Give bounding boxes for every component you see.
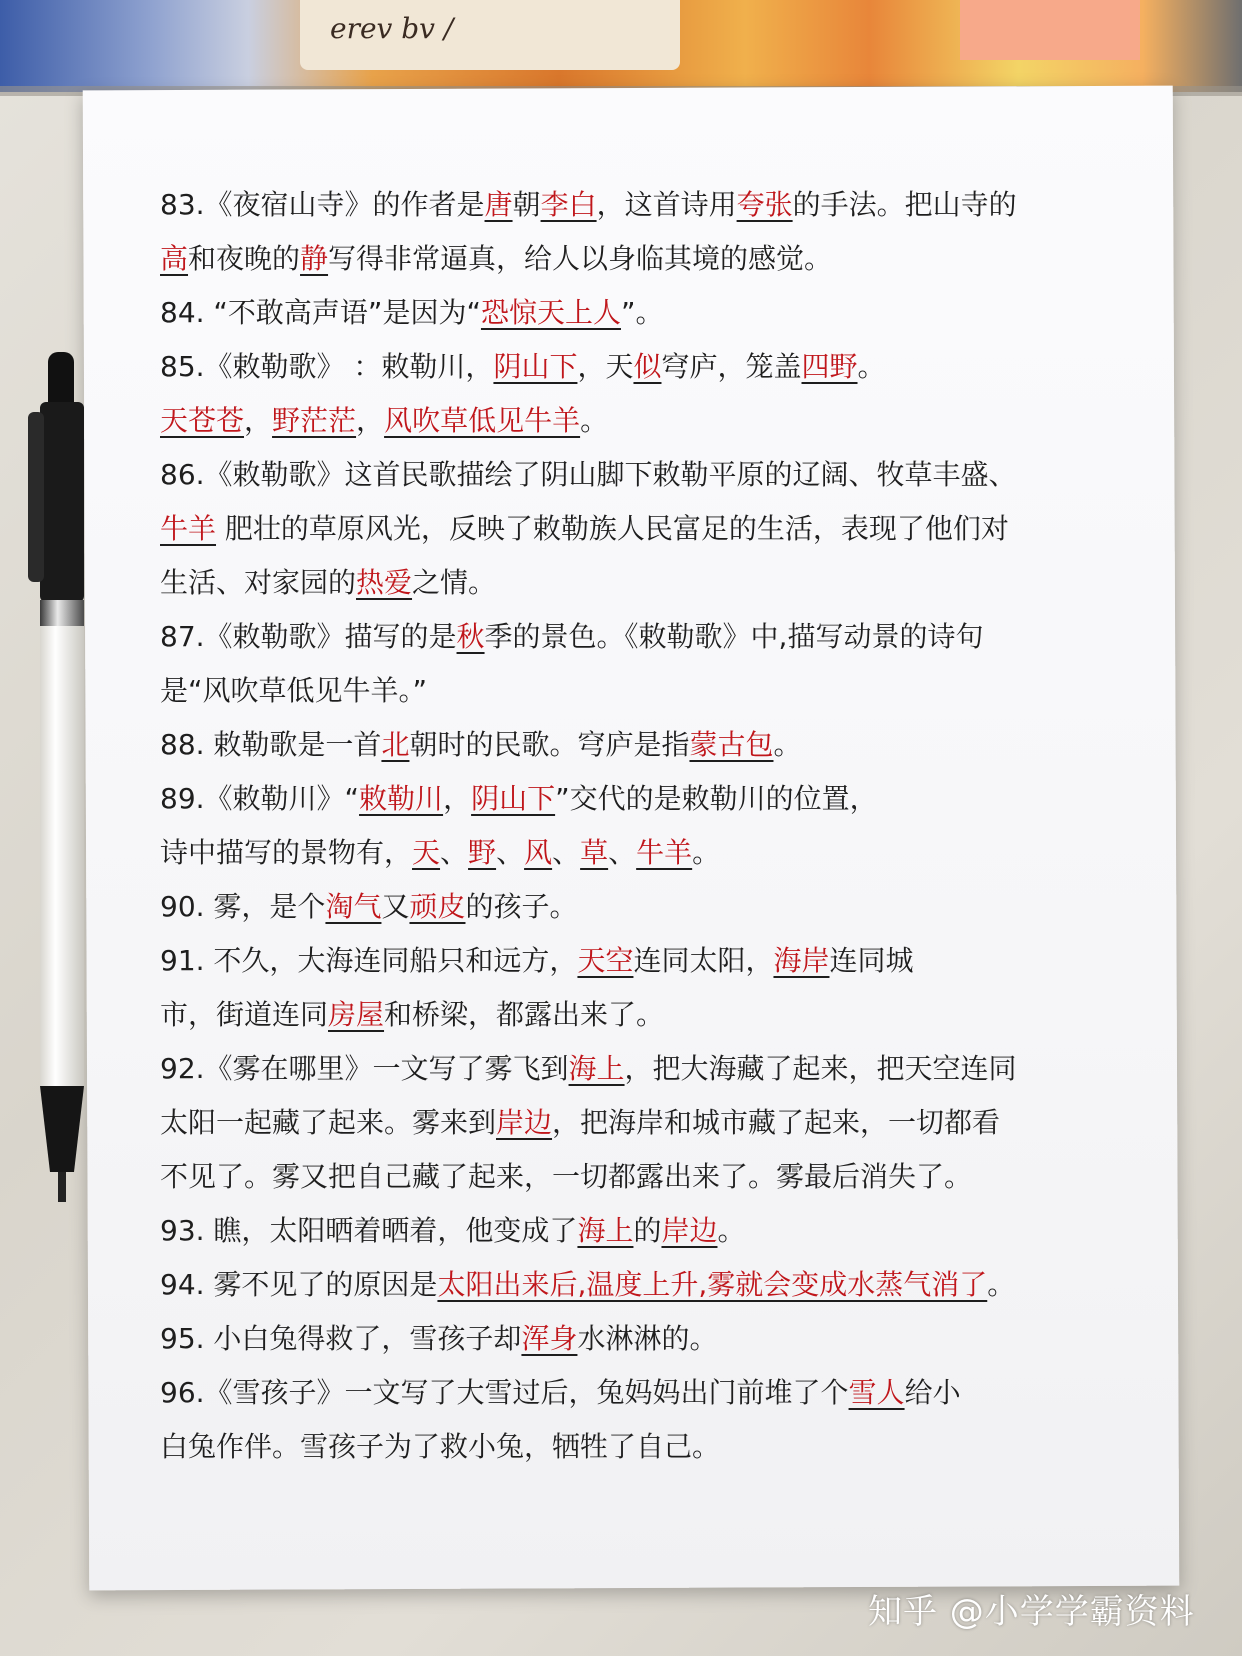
- text-segment: 不见了。雾又把自己藏了起来，一切都露出来了。雾最后消失了。: [160, 1160, 973, 1193]
- text-line: [160, 664, 1090, 718]
- notes-text: [160, 178, 1090, 1474]
- text-segment: 给小: [904, 1376, 961, 1409]
- highlighted-answer: 阴山下: [493, 350, 578, 383]
- text-segment: 和桥梁，都露出来了。: [384, 998, 665, 1031]
- text-line: [160, 1042, 1090, 1096]
- text-line: [160, 448, 1090, 502]
- highlighted-answer: 似: [633, 350, 662, 383]
- highlighted-answer: 浑身: [521, 1322, 578, 1355]
- highlighted-answer: 静: [300, 242, 329, 275]
- text-segment: ，把大海藏了起来，把天空连同: [624, 1052, 1017, 1085]
- highlighted-answer: 热爱: [356, 566, 413, 599]
- text-line: [160, 340, 1090, 394]
- highlighted-answer: 高: [160, 242, 189, 275]
- text-segment: 。: [717, 1214, 746, 1247]
- text-segment: 、: [440, 836, 469, 869]
- text-line: [160, 880, 1090, 934]
- highlighted-answer: 草: [580, 836, 609, 869]
- highlighted-answer: 风吹草低见牛羊: [384, 404, 581, 437]
- text-segment: 85.《敕勒歌》 ：敕勒川，: [160, 350, 494, 383]
- highlighted-answer: 北: [381, 728, 410, 761]
- text-line: [160, 178, 1090, 232]
- text-segment: 。: [692, 836, 721, 869]
- text-segment: 。: [773, 728, 802, 761]
- highlighted-answer: 房屋: [328, 998, 385, 1031]
- text-segment: 87.《敕勒歌》描写的是: [160, 620, 457, 653]
- text-line: [160, 1096, 1090, 1150]
- text-segment: 又: [381, 890, 410, 923]
- text-line: [160, 1258, 1090, 1312]
- text-line: [160, 610, 1090, 664]
- highlighted-answer: 雪人: [848, 1376, 905, 1409]
- text-segment: 肥壮的草原风光，反映了敕勒族人民富足的生活，表现了他们对: [216, 512, 1009, 545]
- highlighted-answer: 风: [524, 836, 553, 869]
- text-segment: 86.《敕勒歌》这首民歌描绘了阴山脚下敕勒平原的辽阔、牧草丰盛、: [160, 458, 1017, 491]
- text-segment: ，: [356, 404, 385, 437]
- text-segment: 太阳一起藏了起来。雾来到: [160, 1106, 497, 1139]
- highlighted-answer: 海岸: [773, 944, 830, 977]
- text-segment: 水淋淋的。: [577, 1322, 718, 1355]
- highlighted-answer: 海上: [568, 1052, 625, 1085]
- text-segment: 朝: [512, 188, 541, 221]
- text-segment: 。: [857, 350, 886, 383]
- highlighted-answer: 野茫茫: [272, 404, 357, 437]
- highlighted-answer: 顽皮: [409, 890, 466, 923]
- text-segment: 市，街道连同: [160, 998, 329, 1031]
- highlighted-answer: 恐惊天上人: [480, 296, 621, 329]
- text-segment: 白兔作伴。雪孩子为了救小兔，牺牲了自己。: [160, 1430, 721, 1463]
- highlighted-answer: 秋: [456, 620, 485, 653]
- text-segment: ，把海岸和城市藏了起来，一切都看: [552, 1106, 1001, 1139]
- text-line: [160, 286, 1090, 340]
- text-segment: 的: [633, 1214, 662, 1247]
- highlighted-answer: 李白: [540, 188, 597, 221]
- pen-icon: [18, 352, 108, 1252]
- text-segment: 、: [608, 836, 637, 869]
- text-segment: 90. 雾，是个: [160, 890, 326, 923]
- text-segment: 88. 敕勒歌是一首: [160, 728, 382, 761]
- text-segment: 93. 瞧，太阳晒着晒着，他变成了: [160, 1214, 578, 1247]
- text-segment: 91. 不久，大海连同船只和远方，: [160, 944, 578, 977]
- text-segment: 94. 雾不见了的原因是: [160, 1268, 438, 1301]
- text-segment: 之情。: [412, 566, 497, 599]
- text-segment: 92.《雾在哪里》一文写了雾飞到: [160, 1052, 569, 1085]
- text-line: [160, 826, 1090, 880]
- text-line: [160, 556, 1090, 610]
- text-segment: 朝时的民歌。穹庐是指: [409, 728, 690, 761]
- text-line: [160, 1366, 1090, 1420]
- text-segment: 。: [580, 404, 609, 437]
- text-segment: 。: [987, 1268, 1016, 1301]
- text-segment: 是“风吹草低见牛羊。”: [160, 674, 428, 707]
- text-line: [160, 1204, 1090, 1258]
- highlighted-answer: 岸边: [661, 1214, 718, 1247]
- text-segment: 的孩子。: [465, 890, 578, 923]
- text-segment: 、: [496, 836, 525, 869]
- text-segment: ”。: [620, 296, 664, 329]
- highlighted-answer: 淘气: [325, 890, 382, 923]
- text-segment: 89.《敕勒川》“: [160, 782, 360, 815]
- highlighted-answer: 牛羊: [160, 512, 217, 545]
- highlighted-answer: 敕勒川: [359, 782, 444, 815]
- text-line: [160, 772, 1090, 826]
- highlighted-answer: 牛羊: [636, 836, 693, 869]
- text-segment: 生活、对家园的: [160, 566, 357, 599]
- highlighted-answer: 四野: [801, 350, 858, 383]
- text-line: [160, 1420, 1090, 1474]
- background-photo-strip: [0, 0, 1242, 92]
- text-segment: 和夜晚的: [188, 242, 301, 275]
- background-scrawl: erev bv /: [330, 12, 454, 45]
- text-segment: ，这首诗用: [596, 188, 737, 221]
- text-line: [160, 934, 1090, 988]
- highlighted-answer: 海上: [577, 1214, 634, 1247]
- text-segment: 连同城: [829, 944, 914, 977]
- text-segment: 的手法。把山寺的: [792, 188, 1017, 221]
- text-line: [160, 718, 1090, 772]
- text-segment: ，: [443, 782, 472, 815]
- text-line: [160, 502, 1090, 556]
- text-segment: 、: [552, 836, 581, 869]
- text-segment: ”交代的是敕勒川的位置，: [555, 782, 878, 815]
- text-segment: 诗中描写的景物有，: [160, 836, 413, 869]
- background-sticky-note: [960, 0, 1140, 60]
- text-segment: ，天: [577, 350, 634, 383]
- text-line: [160, 1150, 1090, 1204]
- text-line: [160, 1312, 1090, 1366]
- highlighted-answer: 天苍苍: [160, 404, 245, 437]
- text-line: [160, 232, 1090, 286]
- text-segment: 83.《夜宿山寺》的作者是: [160, 188, 485, 221]
- text-segment: 连同太阳，: [633, 944, 774, 977]
- text-line: [160, 394, 1090, 448]
- text-segment: 季的景色。《敕勒歌》中,描写动景的诗句: [484, 620, 984, 653]
- highlighted-answer: 岸边: [496, 1106, 553, 1139]
- watermark: 知乎 @小学学霸资料: [868, 1592, 1195, 1632]
- highlighted-answer: 太阳出来后,温度上升,雾就会变成水蒸气消了: [437, 1268, 988, 1301]
- highlighted-answer: 夸张: [736, 188, 793, 221]
- highlighted-answer: 阴山下: [471, 782, 556, 815]
- highlighted-answer: 蒙古包: [689, 728, 774, 761]
- highlighted-answer: 野: [468, 836, 497, 869]
- text-segment: 写得非常逼真，给人以身临其境的感觉。: [328, 242, 833, 275]
- highlighted-answer: 唐: [484, 188, 513, 221]
- highlighted-answer: 天: [412, 836, 441, 869]
- text-segment: 96.《雪孩子》一文写了大雪过后，兔妈妈出门前堆了个: [160, 1376, 849, 1409]
- text-segment: 84. “不敢高声语”是因为“: [160, 296, 481, 329]
- text-line: [160, 988, 1090, 1042]
- highlighted-answer: 天空: [577, 944, 634, 977]
- text-segment: ，: [244, 404, 273, 437]
- text-segment: 穹庐，笼盖: [661, 350, 802, 383]
- text-segment: 95. 小白兔得救了，雪孩子却: [160, 1322, 522, 1355]
